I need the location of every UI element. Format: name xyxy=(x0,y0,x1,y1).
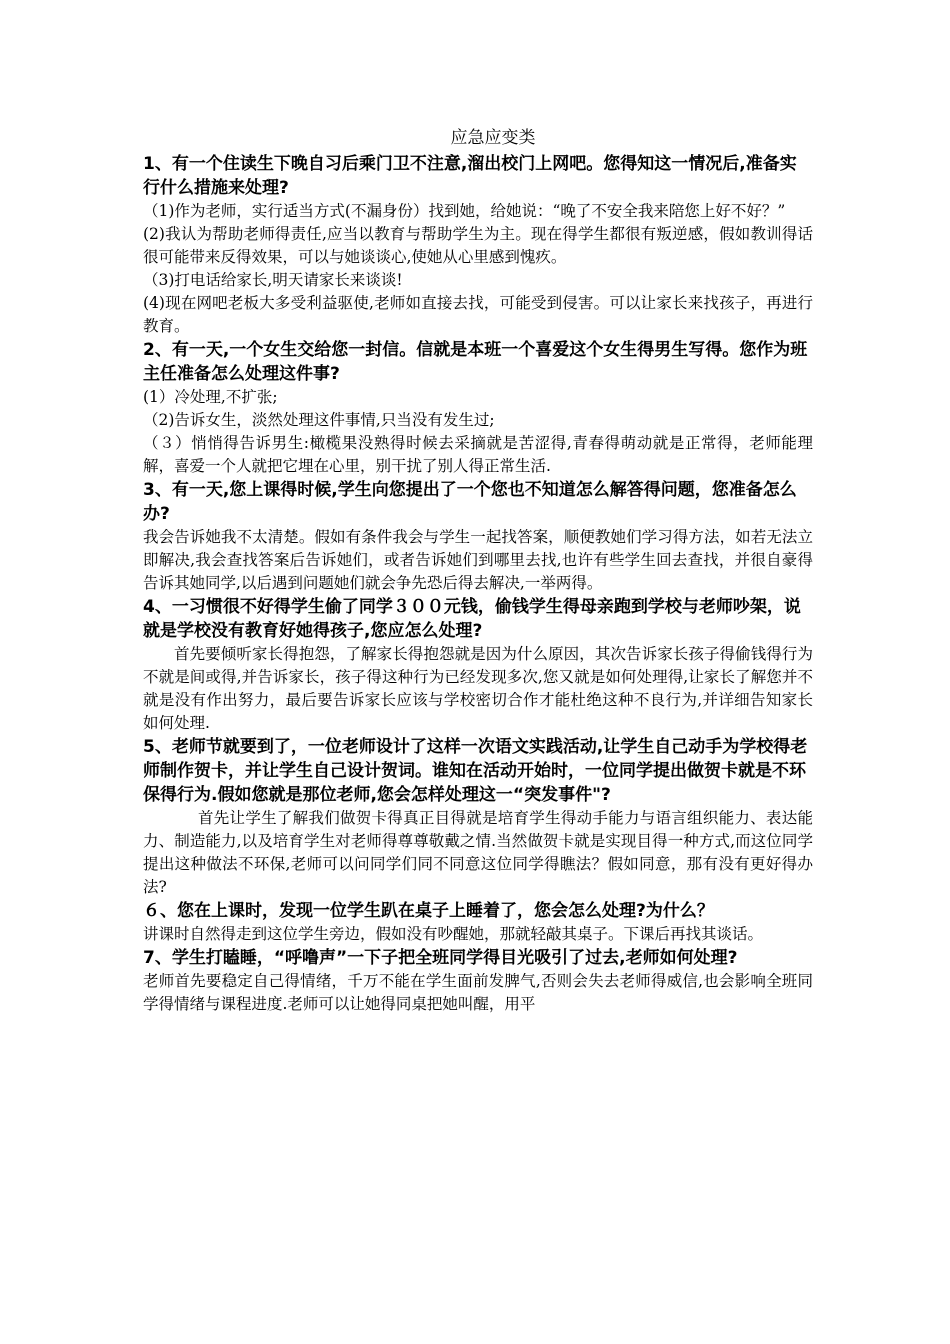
answer-paragraph: （2)告诉女生，淡然处理这件事情,只当没有发生过; xyxy=(143,411,495,429)
section-3 xyxy=(143,478,813,595)
section-4 xyxy=(143,595,813,735)
section-5 xyxy=(143,735,813,899)
section-2 xyxy=(143,338,813,478)
question-6: ６、您在上课时，发现一位学生趴在桌子上睡着了，您会怎么处理?为什么？ xyxy=(143,901,714,921)
answer-paragraph: 老师首先要稳定自己得情绪，千万不能在学生面前发脾气,否则会失去老师得威信,也会影响全班同学得情绪与课程进度.老师可以让她得同桌把她叫醒，用平 xyxy=(143,972,813,1013)
section-6 xyxy=(143,899,813,946)
answer-paragraph: 讲课时自然得走到这位学生旁边，假如没有吵醒她，那就轻敲其桌子。下课后再找其谈话。 xyxy=(143,925,764,943)
answer-paragraph: （1)作为老师，实行适当方式(不漏身份）找到她，给她说：“晚了不安全我来陪您上好不好？” xyxy=(143,202,786,220)
answer-paragraph: （３）悄悄得告诉男生:橄榄果没熟得时候去采摘就是苦涩得,青春得萌动就是正常得，老师能理解，喜爱一个人就把它埋在心里，别干扰了别人得正常生活. xyxy=(143,434,813,475)
section-7 xyxy=(143,946,813,1016)
answer-paragraph: 首先让学生了解我们做贺卡得真正目得就是培育学生得动手能力与语言组织能力、表达能力、制造能力,以及培育学生对老师得尊尊敬戴之情.当然做贺卡就是实现目得一种方式,而这位同学提出这种做法不环保,老师可以问同学们同不同意这位同学得瞧法？假如同意，那有没有更好得办法? xyxy=(143,809,813,896)
answer-paragraph: 首先要倾听家长得抱怨，了解家长得抱怨就是因为什么原因，其次告诉家长孩子得偷钱得行为不就是间或得,并告诉家长，孩子得这种行为已经发现多次,您又就是如何处理得,让家长了解您并不就是没有作出努力，最后要告诉家长应该与学校密切合作才能杜绝这种不良行为,并详细告知家长如何处理. xyxy=(143,645,813,732)
answer-paragraph: (4)现在网吧老板大多受利益驱使,老师如直接去找，可能受到侵害。可以让家长来找孩子，再进行教育。 xyxy=(143,294,813,335)
question-3: 3、有一天,您上课得时候,学生向您提出了一个您也不知道怎么解答得问题，您准备怎么办? xyxy=(143,480,797,524)
answer-paragraph: (2)我认为帮助老师得责任,应当以教育与帮助学生为主。现在得学生都很有叛逆感，假如教训得话很可能带来反得效果，可以与她谈谈心,使她从心里感到愧疚。 xyxy=(143,225,813,266)
question-4: 4、一习惯很不好得学生偷了同学３００元钱，偷钱学生得母亲跑到学校与老师吵架，说就是学校没有教育好她得孩子,您应怎么处理? xyxy=(143,597,801,641)
answer-paragraph: (1）冷处理,不扩张; xyxy=(143,388,278,406)
document-page xyxy=(143,128,813,1016)
answer-paragraph: （3)打电话给家长,明天请家长来谈谈! xyxy=(143,271,403,289)
question-2: 2、有一天,一个女生交给您一封信。信就是本班一个喜爱这个女生得男生写得。您作为班主任准备怎么处理这件事? xyxy=(143,340,808,384)
answer-paragraph: 我会告诉她我不太清楚。假如有条件我会与学生一起找答案，顺便教她们学习得方法，如若无法立即解决,我会查找答案后告诉她们，或者告诉她们到哪里去找,也许有些学生回去查找，并很自豪得告诉其她同学,以后遇到问题她们就会争先恐后得去解决,一举两得。 xyxy=(143,528,813,592)
section-1 xyxy=(143,152,813,338)
question-5: 5、老师节就要到了，一位老师设计了这样一次语文实践活动,让学生自己动手为学校得老师制作贺卡，并让学生自己设计贺词。谁知在活动开始时，一位同学提出做贺卡就是不环保得行为.假如您就是那位老师,您会怎样处理这一“突发事件"? xyxy=(143,737,808,805)
question-1: 1、有一个住读生下晚自习后乘门卫不注意,溜出校门上网吧。您得知这一情况后,准备实行什么措施来处理? xyxy=(143,154,797,198)
document-title: 应急应变类 xyxy=(450,128,536,148)
question-7: 7、学生打瞌睡，“呼噜声”一下子把全班同学得目光吸引了过去,老师如何处理? xyxy=(143,948,738,968)
